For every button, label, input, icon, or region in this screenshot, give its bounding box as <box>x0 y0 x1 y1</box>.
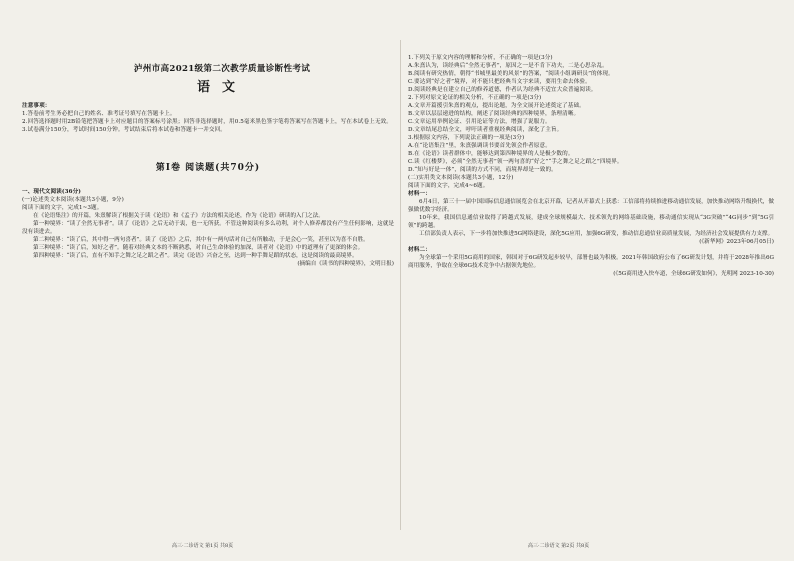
material-heading: 材料一： <box>408 191 431 197</box>
reading-body-left <box>22 188 394 268</box>
instruction: 阅读下面的文字，完成4~6题。 <box>408 183 489 189</box>
option: A.朱熹认为，读经典后“全然无事者”，原因之一是不肯下功夫，二是心思杂乱。 <box>408 63 608 69</box>
notes-line: 2.回答选择题时用2B铅笔把答题卡上对应题目的答案标号涂黑；回答非选择题时，用0.5毫米黑色签字笔将答案写在答题卡上，写在本试卷上无效。 <box>22 119 392 125</box>
question: 3.根据原文内容，下列说法正确的一项是(3分) <box>408 135 525 141</box>
question: 1.下列关于原文内容的理解和分析，不正确的一项是(3分) <box>408 55 553 61</box>
subsection-heading: (一)论述类文本阅读(本题共3小题，9分) <box>22 197 124 203</box>
option: A.文章开篇援引朱熹的观点，提出论题，为全文展开论述奠定了基础。 <box>408 103 585 109</box>
passage-paragraph: 第四种境界：“读了后，直有不知手之舞之足之蹈之者”。读完《论语》兴奋之至，达到一种手舞足蹈的状态，这是阅读的最高境界。 <box>33 253 358 259</box>
reading-body-right <box>408 54 774 278</box>
notes-line: 1.答卷前考生务必把自己的姓名、准考证号填写在答题卡上。 <box>22 111 176 117</box>
instruction: 阅读下面的文字，完成1~3题。 <box>22 205 103 211</box>
passage-paragraph: 为全球第一个采用5G商用的国家，韩国对于6G研发起步较早，部署也最为积极。2021年韩国政府公布了6G研发计划，并将于2028年推出6G商用服务，争取在全球6G技术竞争中占据领先地位。 <box>408 255 774 269</box>
option: C.要达到“好之者”境界，对不能只把经典当文字来读，要用生命去体验。 <box>408 79 591 85</box>
passage-paragraph: 工信部负责人表示，下一步将加快推进5G网络建设，深化5G应用，加强6G研发，推动信息通信业高质量发展，为经济社会发展提供有力支撑。 <box>419 231 774 237</box>
passage-source: (摘编自《读书的四种境界》，文明日报) <box>297 261 394 267</box>
passage-paragraph: 6月4日，第三十一届中国国际信息通信展览会在北京开幕，记者从开幕式上获悉：工信部将持续推进移动通信发展，加快推动网络升级换代，做强做优数字经济。 <box>408 199 774 213</box>
subject-title: 语文 <box>196 80 247 95</box>
option: B.在《论语》读者群体中，能够达到第四种境界的人是极少数的。 <box>408 151 574 157</box>
material-heading: 材料二： <box>408 247 431 253</box>
option: C.文章运用举例论证、引用论证等方法，增强了说服力。 <box>408 119 551 125</box>
section-title: 第Ⅰ卷 阅读题(共70分) <box>155 163 261 173</box>
option: D.阅读经典是在建立自己的修养道德，作者认为经典不适宜大众普遍阅读。 <box>408 87 597 93</box>
notes-section <box>22 102 394 134</box>
passage-source: (《5G商用进入快车道，全球6G研发如何》，光明网 2023-10-30) <box>613 271 774 277</box>
option: C.读《红楼梦》，必须“全然无事者”领一两句喜的“好之”“手之舞之足之蹈之”四境界。 <box>408 159 623 165</box>
option: A.在“论语集注”里，朱熹强调读书要首先领会作者原意。 <box>408 143 551 149</box>
option: B.阅读有研究热情，朝得“书城里最美的风景”的答案，“阅读小组调研员”的体现。 <box>408 71 614 77</box>
option: B.文章以层层递进的结构，阐述了阅读经典的四种境界，条理清晰。 <box>408 111 580 117</box>
exam-title: 泸州市高2021级第二次教学质量诊断性考试 <box>133 64 311 74</box>
page-divider <box>400 40 401 530</box>
passage-paragraph: 10年来，我国信息通信业取得了跨越式发展，建成全球规模最大、技术领先的网络基础设施，移动通信实现从“3G突破”“4G同步”到“5G引领”的跨越。 <box>408 215 774 229</box>
option: D.“知与好是一体”，阅读的方式不同，而境界却是一致的。 <box>408 167 557 173</box>
notes-line: 3.试卷满分150分，考试时间150分钟。考试结束后将本试卷和答题卡一并交回。 <box>22 127 226 133</box>
passage-paragraph: 在《论语集注》的开篇，朱熹解读了根据关于读《论语》和《孟子》方法的相关论述，作为《论语》研读的入门之法。 <box>33 213 324 219</box>
passage-paragraph: 第三种境界：“读了后，知好之者”。随着对经典文本的不断熟悉，对自己生命体验的加深，读者对《论语》中的道理有了更深的体会。 <box>33 245 364 251</box>
passage-paragraph: 第二种境界：“读了后，其中得一两句喜者”。读了《论语》之后，其中有一两句话对自己有所触动，于是会心一笑，甚至以为喜不自胜。 <box>33 237 369 243</box>
page-footer: 高三·二诊语文 第1页 共8页 <box>172 543 234 549</box>
page-footer: 高三·二诊语文 第2页 共8页 <box>528 543 590 549</box>
subsection-heading: (二)实用类文本阅读(本题共3小题，12分) <box>408 175 514 181</box>
option: D.文章结尾总结全文，呼吁读者重视经典阅读，深化了主旨。 <box>408 127 563 133</box>
passage-paragraph: 第一种境界：“读了全然无事者”。读了《论语》之后无动于衷，也一无所获。不管这种阅读有多么功利，对个人修养都没有产生任何影响，这就是没有读进去。 <box>22 221 394 235</box>
page-right <box>408 0 774 561</box>
subsection-heading: 一、现代文阅读(36分) <box>22 189 82 195</box>
passage-source: (《新华网》2023年06月05日) <box>699 239 774 245</box>
page-left <box>22 0 394 561</box>
question: 2.下列对原文论证的相关分析，不正确的一项是(3分) <box>408 95 542 101</box>
notes-heading: 注意事项： <box>22 103 51 109</box>
